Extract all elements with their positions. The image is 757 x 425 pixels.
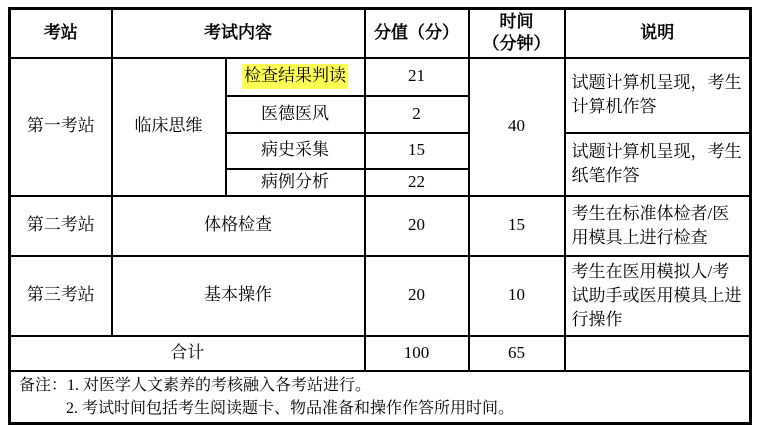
total-note <box>565 336 751 371</box>
footnote-line1 <box>19 374 741 397</box>
station2-content: 体格检查 <box>112 196 365 256</box>
station2-name: 第二考站 <box>10 196 112 256</box>
total-time: 65 <box>469 336 565 371</box>
header-station: 考站 <box>10 9 112 58</box>
highlighted-exam-item: 检查结果判读 <box>242 64 348 89</box>
station3-time: 10 <box>469 256 565 336</box>
station1-item4-score: 22 <box>365 169 469 196</box>
total-score: 100 <box>365 336 469 371</box>
exam-structure-table <box>8 7 752 425</box>
station1-name: 第一考站 <box>10 58 112 196</box>
station1-item4-cell: 病例分析 <box>226 169 365 196</box>
total-label: 合计 <box>10 336 365 371</box>
header-row <box>10 9 751 58</box>
station3-row <box>10 256 751 336</box>
station3-score: 20 <box>365 256 469 336</box>
footnote-row <box>10 371 751 424</box>
station1-item1-cell <box>226 58 365 96</box>
total-row <box>10 336 751 371</box>
station2-time: 15 <box>469 196 565 256</box>
station1-item1-score: 21 <box>365 58 469 96</box>
header-content: 考试内容 <box>112 9 365 58</box>
station1-item3-score: 15 <box>365 133 469 169</box>
station2-score: 20 <box>365 196 469 256</box>
station1-item2-score: 2 <box>365 96 469 133</box>
header-time-line2: （分钟） <box>482 34 551 54</box>
header-note: 说明 <box>565 9 751 58</box>
station1-item3-cell: 病史采集 <box>226 133 365 169</box>
station1-row1 <box>10 58 751 96</box>
footnote-item1: 1. 对医学人文素养的考核融入各考站进行。 <box>67 376 372 394</box>
station1-item2-cell: 医德医风 <box>226 96 365 133</box>
footnote-cell <box>10 371 751 424</box>
station1-time: 40 <box>469 58 565 196</box>
header-score: 分值（分） <box>365 9 469 58</box>
station1-note-bottom: 试题计算机呈现，考生纸笔作答 <box>565 133 751 196</box>
header-time <box>469 9 565 58</box>
station3-note: 考生在医用模拟人/考试助手或医用模具上进行操作 <box>565 256 751 336</box>
header-time-line1: 时间 <box>499 12 534 32</box>
station1-note-top: 试题计算机呈现，考生计算机作答 <box>565 58 751 133</box>
station3-content: 基本操作 <box>112 256 365 336</box>
station1-group: 临床思维 <box>112 58 226 196</box>
footnote-prefix: 备注： <box>19 376 68 394</box>
station2-row <box>10 196 751 256</box>
station3-name: 第三考站 <box>10 256 112 336</box>
footnote-item2: 2. 考试时间包括考生阅读题卡、物品准备和操作作答所用时间。 <box>66 399 515 417</box>
station2-note: 考生在标准体检者/医用模具上进行检查 <box>565 196 751 256</box>
